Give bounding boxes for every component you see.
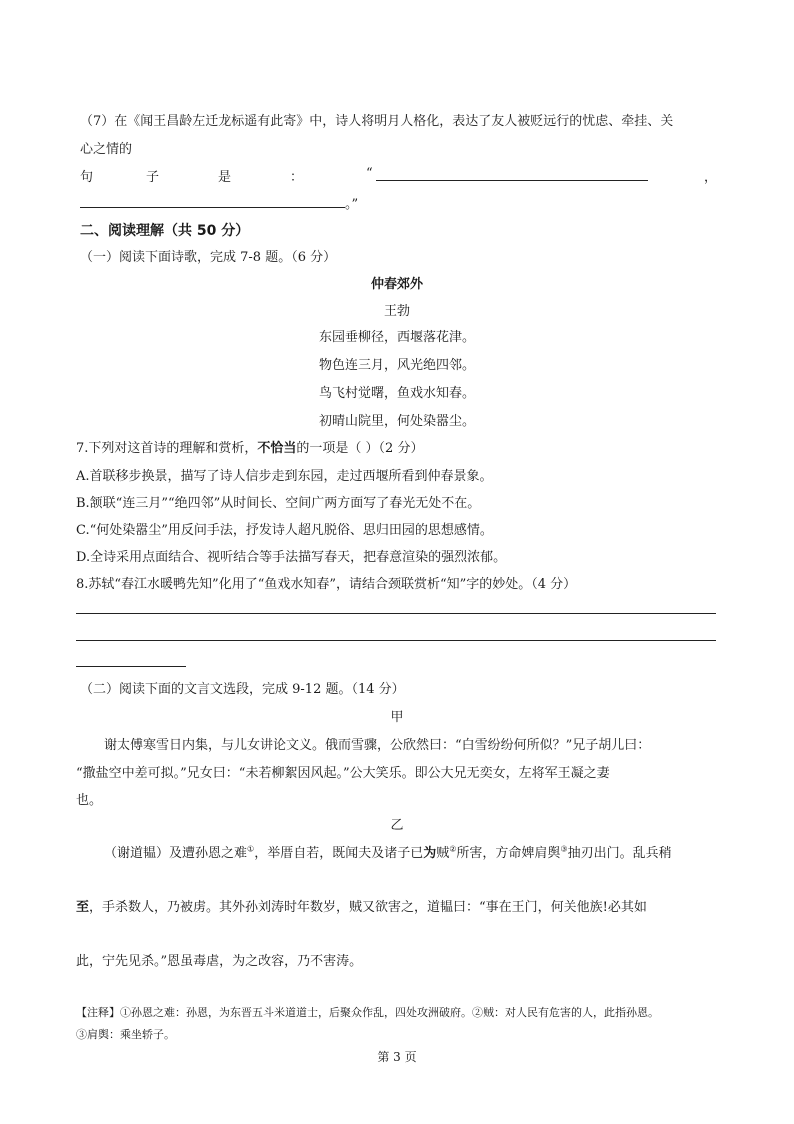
jia-line: 谢太傅寒雪日内集，与儿女讲论文义。俄而雪骤，公欣然曰：“白雪纷纷何所似？”兄子胡儿曰： — [104, 738, 651, 753]
q7-option-d[interactable]: D.全诗采用点面结合、视听结合等手法描写春天，把春意渲染的强烈浓郁。 — [76, 550, 507, 565]
q8-stem: 8.苏轼“春江水暖鸭先知”化用了“鱼戏水知春”，请结合颈联赏析“知”字的妙处。（4 分） — [76, 577, 577, 592]
yi-text: ，手杀数人，乃被虏。其外孙刘涛时年数岁，贼又欲害之，道韫曰：“事在王门，何关他族!必其如 — [89, 900, 647, 915]
q7-stem — [76, 437, 423, 456]
jia-line: “撒盐空中差可拟。”兄女曰：“未若柳絮因风起。”公大笑乐。即公大兄无奕女，左将军王凝之妻 — [76, 766, 610, 781]
q7-end-quote: 。” — [345, 197, 359, 212]
yi-line — [76, 896, 647, 915]
yi-line: 此，宁先见杀。”恩虽毒虐，为之改容，乃不害涛。 — [76, 954, 363, 969]
notes-line: 【注释】①孙恩之难：孙恩，为东晋五斗米道道士，后聚众作乱，四处攻洲破府。②贼：对人民有危害的人，此指孙恩。 — [76, 1006, 659, 1019]
answer-line[interactable] — [76, 640, 716, 641]
answer-line[interactable] — [76, 613, 716, 614]
yi-bold-char: 为 — [423, 846, 437, 861]
note-ref: ② — [449, 844, 457, 854]
yi-text: （谢道韫）及遭孙恩之难 — [104, 846, 248, 861]
q7-option-c[interactable]: C.“何处染嚣尘”用反问手法，抒发诗人超凡脱俗、思归田园的思想感情。 — [76, 523, 493, 538]
section-title: 二、阅读理解（共 50 分） — [80, 223, 250, 239]
q7-fill-line2: 心之情的 — [80, 142, 133, 157]
answer-blank[interactable] — [376, 180, 648, 181]
q7-suffix: 的一项是（ ）（2 分） — [296, 441, 424, 456]
q7-comma: ， — [704, 170, 718, 185]
q7-spread-char: ： — [290, 170, 304, 185]
q7-option-b[interactable]: B.颔联“连三月”“绝四邻”从时间长、空间广两方面写了春光无处不在。 — [76, 496, 481, 511]
note-ref: ③ — [560, 844, 568, 854]
yi-text: 抽刃出门。乱兵稍 — [567, 846, 672, 861]
yi-bold-char: 至 — [76, 900, 90, 915]
jia-label: 甲 — [390, 710, 404, 725]
yi-text: ，举厝自若，既闻夫及诸子已 — [254, 846, 424, 861]
answer-line[interactable] — [76, 666, 186, 667]
q7-fill-line1: （7）在《闻王昌龄左迁龙标遥有此寄》中，诗人将明月人格化，表达了友人被贬远行的忧虑、牵挂、关 — [80, 114, 674, 129]
q7-emphasis: 不恰当 — [257, 441, 297, 456]
part2-intro: （二）阅读下面的文言文选段，完成 9-12 题。（14 分） — [80, 682, 405, 697]
q7-prefix: 7.下列对这首诗的理解和赏析， — [76, 441, 258, 456]
poem-line: 物色连三月，风光绝四邻。 — [318, 358, 475, 373]
note-ref: ① — [247, 844, 255, 854]
yi-line — [104, 842, 672, 861]
jia-line: 也。 — [76, 793, 103, 808]
q7-spread-char: 句 — [80, 170, 94, 185]
poem-line: 鸟飞村觉曙，鱼戏水知春。 — [318, 386, 475, 401]
poem-title: 仲春郊外 — [370, 277, 423, 292]
page-number: 第 3 页 — [377, 1050, 417, 1064]
q7-spread-char: 子 — [146, 170, 160, 185]
notes-line: ③肩舆：乘坐轿子。 — [76, 1028, 175, 1041]
yi-text: 贼 — [436, 846, 450, 861]
part1-intro: （一）阅读下面诗歌，完成 7-8 题。（6 分） — [80, 250, 337, 265]
poem-line: 初晴山院里，何处染嚣尘。 — [318, 414, 475, 429]
yi-label: 乙 — [390, 818, 404, 833]
q7-spread-char: “ — [366, 166, 373, 181]
q7-spread-char: 是 — [218, 170, 232, 185]
yi-text: 所害，方命婢肩舆 — [456, 846, 561, 861]
answer-blank[interactable] — [80, 207, 345, 208]
poem-author: 王勃 — [383, 304, 410, 319]
q7-option-a[interactable]: A.首联移步换景，描写了诗人信步走到东园，走过西堰所看到仲春景象。 — [76, 469, 493, 484]
poem-line: 东园垂柳径，西堰落花津。 — [318, 330, 475, 345]
